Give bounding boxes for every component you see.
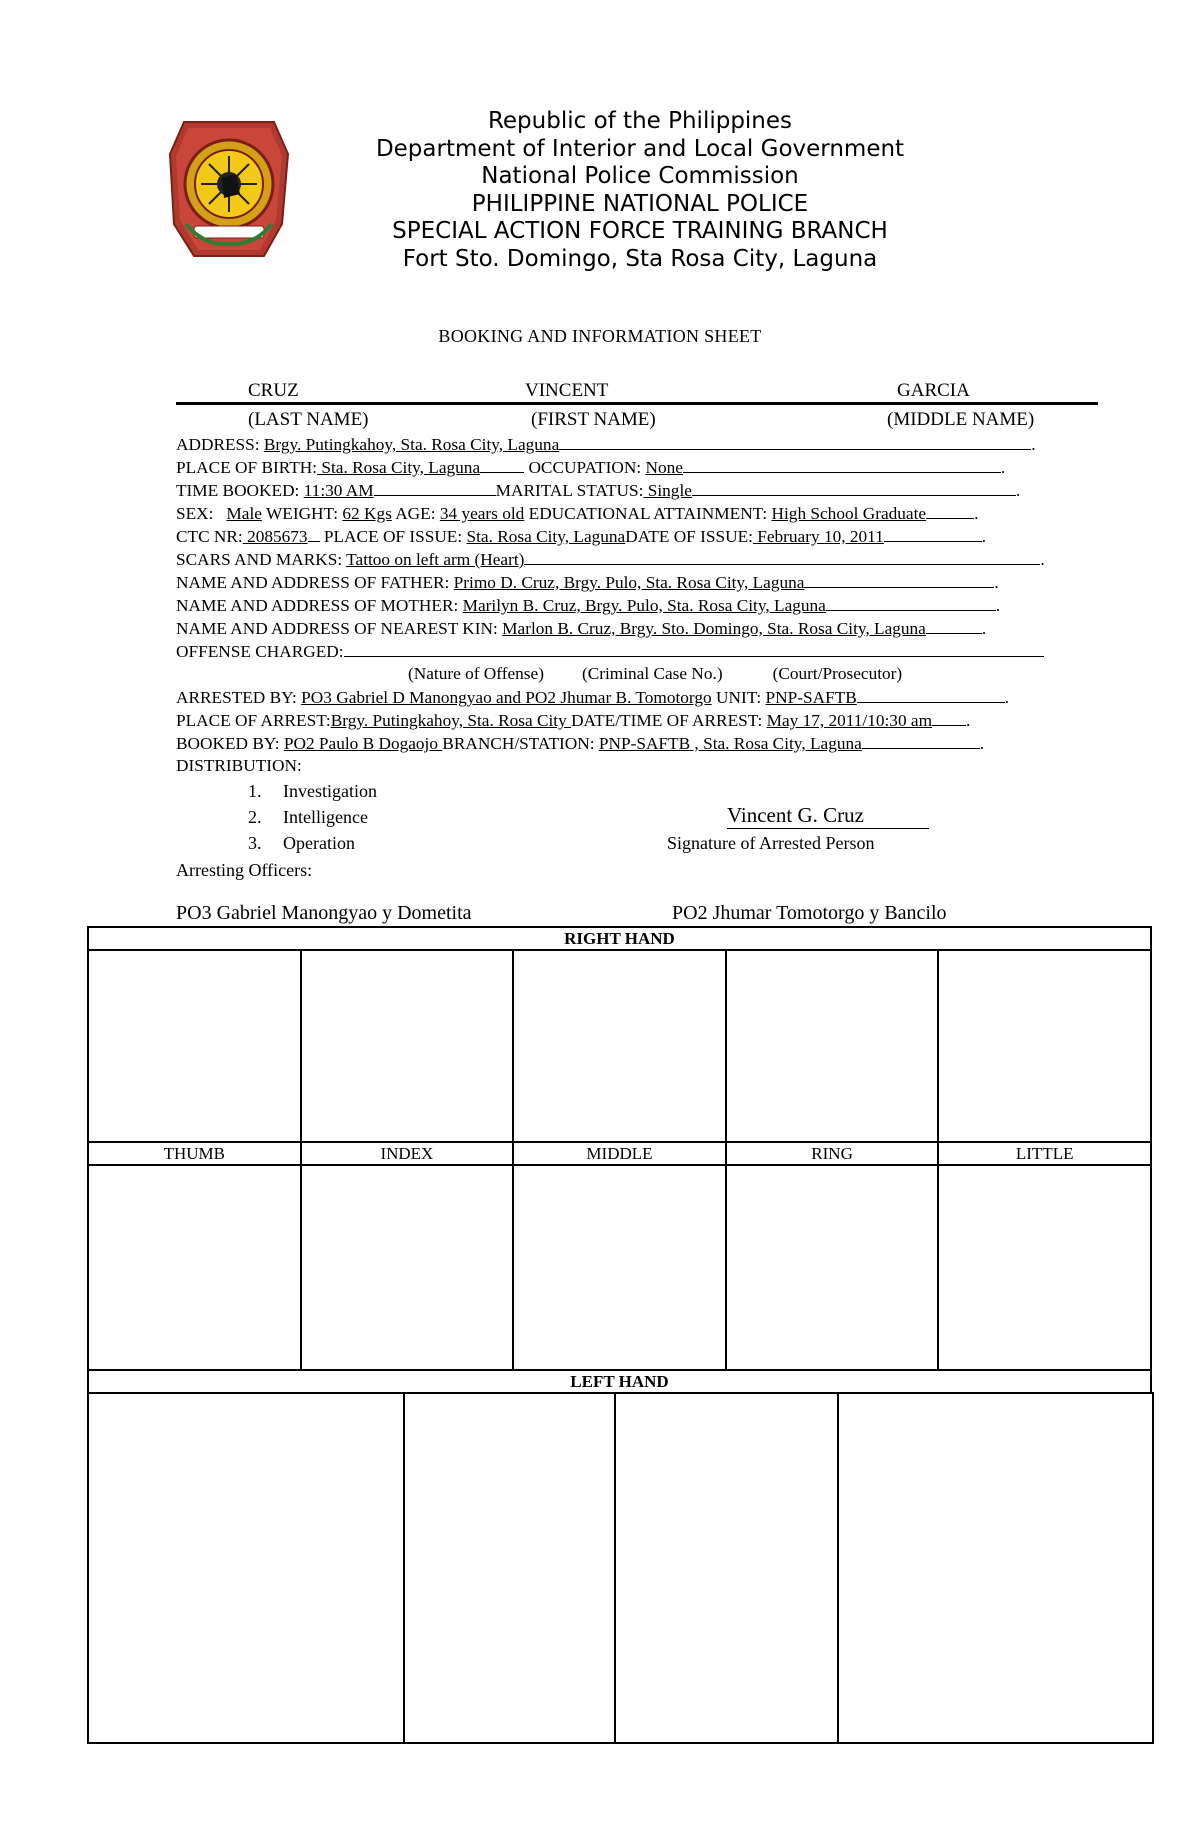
dist-item-intelligence: Intelligence [283,807,368,827]
pnp-seal-logo [164,114,294,264]
signature-caption: Signature of Arrested Person [667,833,875,853]
dot: . [1015,481,1021,500]
place-of-arrest-line [176,710,1100,731]
right-little-box[interactable] [938,950,1151,1142]
date-of-issue-value[interactable]: February 10, 2011 [752,527,884,546]
time-booked-label: TIME BOOKED: [176,481,300,500]
offense-captions-line [176,664,1100,684]
address-value[interactable]: Brgy. Putingkahoy, Sta. Rosa City, Laguna [263,435,560,454]
last-name-caption: (LAST NAME) [248,409,369,430]
datetime-arrest-label: DATE/TIME OF ARREST: [571,711,763,730]
dot: . [981,619,987,638]
dot: . [994,573,999,592]
dot: . [1004,688,1010,707]
kin-label: NAME AND ADDRESS OF NEAREST KIN: [176,619,498,638]
ring-label: RING [726,1142,939,1165]
thumb-label: THUMB [88,1142,301,1165]
booked-by-line [176,733,1100,754]
dot: . [1000,458,1006,477]
court-caption: (Court/Prosecutor) [772,664,903,683]
dist-item-investigation: Investigation [283,781,377,801]
arrested-by-label: ARRESTED BY: [176,688,297,707]
left-print-box-3[interactable] [615,1393,838,1743]
marital-label: MARITAL STATUS: [495,481,644,500]
last-name-value: CRUZ [248,380,299,401]
dot: . [966,711,971,730]
nature-caption: (Nature of Offense) [408,664,544,683]
right-ring-box[interactable] [726,950,939,1142]
index-label: INDEX [301,1142,514,1165]
dot: . [981,527,987,546]
middle-name-value: GARCIA [897,380,970,401]
place-of-arrest-value[interactable]: Brgy. Putingkahoy, Sta. Rosa City [330,711,572,730]
arrested-person-signature[interactable]: Vincent G. Cruz [727,803,929,829]
right-hand-fingerprint-table [87,926,1152,1394]
sex-value[interactable]: Male [226,504,262,523]
print-box-2[interactable] [301,1165,514,1370]
dot: . [995,596,1001,615]
weight-label: WEIGHT: [265,504,339,523]
distribution-label: DISTRIBUTION: [176,756,302,775]
father-value[interactable]: Primo D. Cruz, Brgy. Pulo, Sta. Rosa City, Laguna [453,573,805,592]
middle-label: MIDDLE [513,1142,726,1165]
print-box-1[interactable] [88,1165,301,1370]
pob-label: PLACE OF BIRTH: [176,458,318,477]
occupation-label: OCCUPATION: [528,458,642,477]
arrested-line [176,687,1100,708]
scars-line [176,549,1100,570]
dist-num-1: 1. [248,781,262,801]
left-hand-fingerprint-table [87,1392,1154,1744]
marital-value[interactable]: Single [643,481,692,500]
header-line-1: Republic of the Philippines [487,108,793,134]
father-line [176,572,1100,593]
ctc-line [176,526,1100,547]
unit-value[interactable]: PNP-SAFTB [765,688,857,707]
scars-label: SCARS AND MARKS: [176,550,343,569]
left-print-box-1[interactable] [88,1393,404,1743]
branch-label: BRANCH/STATION: [442,734,595,753]
print-box-3[interactable] [513,1165,726,1370]
booked-by-label: BOOKED BY: [176,734,280,753]
left-hand-header: LEFT HAND [88,1370,1151,1393]
education-label: EDUCATIONAL ATTAINMENT: [528,504,768,523]
right-index-box[interactable] [301,950,514,1142]
header-line-5: SPECIAL ACTION FORCE TRAINING BRANCH [392,218,888,244]
offense-line [176,641,1100,662]
right-middle-box[interactable] [513,950,726,1142]
officer-2-name: PO2 Jhumar Tomotorgo y Bancilo [672,902,947,924]
first-name-value: VINCENT [525,380,609,401]
address-label: ADDRESS: [176,435,260,454]
little-label: LITTLE [938,1142,1151,1165]
officer-1-name: PO3 Gabriel Manongyao y Dometita [176,902,472,924]
dist-num-2: 2. [248,807,262,827]
name-rule [176,402,1098,405]
header-line-2: Department of Interior and Local Government [375,135,905,162]
education-value[interactable]: High School Graduate [771,504,927,523]
place-of-issue-value[interactable]: Sta. Rosa City, Laguna [466,527,626,546]
mother-value[interactable]: Marilyn B. Cruz, Brgy. Pulo, Sta. Rosa City, Laguna [462,596,826,615]
age-value[interactable]: 34 years old [439,504,525,523]
case-no-caption: (Criminal Case No.) [581,664,723,683]
kin-value[interactable]: Marlon B. Cruz, Brgy. Sto. Domingo, Sta. Rosa City, Laguna [502,619,926,638]
offense-blank[interactable] [344,641,1044,657]
header-line-3: National Police Commission [481,163,799,189]
agency-header [340,108,940,273]
unit-label: UNIT: [715,688,762,707]
left-print-box-2[interactable] [404,1393,615,1743]
dot: . [974,504,979,523]
age-label: AGE: [395,504,436,523]
occupation-value[interactable]: None [645,458,683,477]
place-of-issue-label: PLACE OF ISSUE: [323,527,463,546]
left-print-box-4[interactable] [838,1393,1153,1743]
datetime-arrest-value[interactable]: May 17, 2011/10:30 am [766,711,933,730]
dot: . [1031,435,1036,454]
print-box-4[interactable] [726,1165,939,1370]
booked-by-value[interactable]: PO2 Paulo B Dogaojo [283,734,443,753]
dist-item-operation: Operation [283,833,355,853]
dot: . [979,734,985,753]
mother-line [176,595,1100,616]
ctc-label: CTC NR: [176,527,243,546]
pob-value[interactable]: Sta. Rosa City, Laguna [317,458,481,477]
weight-value[interactable]: 62 Kgs [342,504,392,523]
sheet-title: BOOKING AND INFORMATION SHEET [438,326,762,346]
right-thumb-box[interactable] [88,950,301,1142]
ctc-value[interactable]: 2085673 [242,527,308,546]
print-box-5[interactable] [938,1165,1151,1370]
sex-label: SEX: [176,504,214,523]
middle-name-caption: (MIDDLE NAME) [887,409,1035,430]
birth-occupation-line [176,457,1100,478]
arresting-officers-label: Arresting Officers: [176,860,313,880]
scars-value[interactable]: Tattoo on left arm (Heart) [346,550,525,569]
header-line-6: Fort Sto. Domingo, Sta Rosa City, Laguna [402,245,878,272]
kin-line [176,618,1100,639]
first-name-caption: (FIRST NAME) [531,409,656,430]
time-marital-line [176,480,1100,501]
right-hand-header: RIGHT HAND [88,927,1151,950]
sex-weight-age-line [176,503,1100,524]
offense-label: OFFENSE CHARGED: [176,642,344,661]
place-of-arrest-label: PLACE OF ARREST: [176,711,331,730]
father-label: NAME AND ADDRESS OF FATHER: [176,573,450,592]
branch-value[interactable]: PNP-SAFTB , Sta. Rosa City, Laguna [598,734,862,753]
mother-label: NAME AND ADDRESS OF MOTHER: [176,596,459,615]
dist-num-3: 3. [248,833,262,853]
header-line-4: PHILIPPINE NATIONAL POLICE [471,190,809,217]
arrested-by-value[interactable]: PO3 Gabriel D Manongyao and PO2 Jhumar B. Tomotorgo [301,688,712,707]
time-booked-value[interactable]: 11:30 AM [303,481,374,500]
date-of-issue-label: DATE OF ISSUE: [625,527,753,546]
dot: . [1040,550,1045,569]
address-line [176,434,1100,455]
